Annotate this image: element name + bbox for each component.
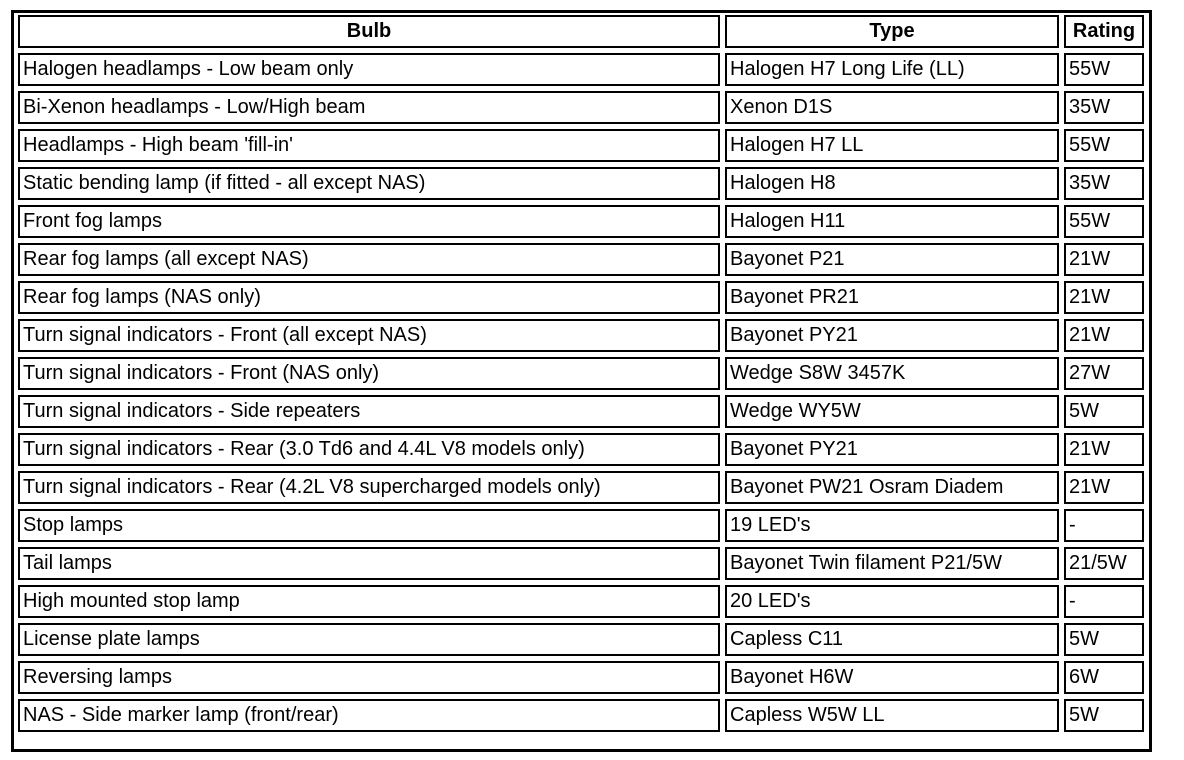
type-cell: Wedge WY5W	[725, 395, 1059, 428]
table-row	[18, 547, 1144, 580]
bulb-cell: Front fog lamps	[18, 205, 720, 238]
rating-cell: 55W	[1064, 129, 1144, 162]
rating-cell: 21W	[1064, 471, 1144, 504]
table-row	[18, 585, 1144, 618]
rating-cell: 5W	[1064, 395, 1144, 428]
bulb-cell: Turn signal indicators - Front (all except NAS)	[18, 319, 720, 352]
bulb-cell: Static bending lamp (if fitted - all except NAS)	[18, 167, 720, 200]
bulb-cell: Tail lamps	[18, 547, 720, 580]
type-cell: Halogen H11	[725, 205, 1059, 238]
bulb-cell: Turn signal indicators - Front (NAS only)	[18, 357, 720, 390]
type-cell: Bayonet H6W	[725, 661, 1059, 694]
rating-cell: -	[1064, 509, 1144, 542]
rating-cell: -	[1064, 585, 1144, 618]
table-row	[18, 167, 1144, 200]
bulb-cell: Rear fog lamps (NAS only)	[18, 281, 720, 314]
table-body	[18, 53, 1144, 732]
rating-cell: 5W	[1064, 623, 1144, 656]
bulb-cell: Bi-Xenon headlamps - Low/High beam	[18, 91, 720, 124]
bulb-cell: Headlamps - High beam 'fill-in'	[18, 129, 720, 162]
table-row	[18, 281, 1144, 314]
table-row	[18, 319, 1144, 352]
rating-cell: 5W	[1064, 699, 1144, 732]
table-row	[18, 357, 1144, 390]
bulb-cell: License plate lamps	[18, 623, 720, 656]
rating-cell: 6W	[1064, 661, 1144, 694]
rating-cell: 21W	[1064, 433, 1144, 466]
table-row	[18, 205, 1144, 238]
type-cell: 20 LED's	[725, 585, 1059, 618]
type-cell: Bayonet PW21 Osram Diadem	[725, 471, 1059, 504]
rating-cell: 21W	[1064, 243, 1144, 276]
table-row	[18, 433, 1144, 466]
rating-cell: 55W	[1064, 53, 1144, 86]
rating-cell: 27W	[1064, 357, 1144, 390]
rating-cell: 21W	[1064, 281, 1144, 314]
header-bulb: Bulb	[18, 15, 720, 48]
type-cell: Bayonet PY21	[725, 433, 1059, 466]
bulb-specification-table	[13, 10, 1149, 737]
table-row	[18, 53, 1144, 86]
bulb-cell: NAS - Side marker lamp (front/rear)	[18, 699, 720, 732]
rating-cell: 35W	[1064, 167, 1144, 200]
bulb-cell: Rear fog lamps (all except NAS)	[18, 243, 720, 276]
rating-cell: 21W	[1064, 319, 1144, 352]
rating-cell: 35W	[1064, 91, 1144, 124]
bulb-cell: Turn signal indicators - Rear (3.0 Td6 and 4.4L V8 models only)	[18, 433, 720, 466]
bulb-cell: High mounted stop lamp	[18, 585, 720, 618]
rating-cell: 21/5W	[1064, 547, 1144, 580]
table-row	[18, 129, 1144, 162]
type-cell: 19 LED's	[725, 509, 1059, 542]
table-row	[18, 395, 1144, 428]
bulb-cell: Reversing lamps	[18, 661, 720, 694]
header-rating: Rating	[1064, 15, 1144, 48]
table-row	[18, 623, 1144, 656]
table-row	[18, 243, 1144, 276]
rating-cell: 55W	[1064, 205, 1144, 238]
type-cell: Halogen H7 LL	[725, 129, 1059, 162]
type-cell: Halogen H7 Long Life (LL)	[725, 53, 1059, 86]
table-header-row	[18, 15, 1144, 48]
table-row	[18, 91, 1144, 124]
table-row	[18, 699, 1144, 732]
bulb-cell: Halogen headlamps - Low beam only	[18, 53, 720, 86]
bulb-cell: Turn signal indicators - Rear (4.2L V8 supercharged models only)	[18, 471, 720, 504]
type-cell: Bayonet P21	[725, 243, 1059, 276]
type-cell: Xenon D1S	[725, 91, 1059, 124]
table-row	[18, 471, 1144, 504]
type-cell: Capless C11	[725, 623, 1059, 656]
bulb-cell: Stop lamps	[18, 509, 720, 542]
type-cell: Bayonet PR21	[725, 281, 1059, 314]
type-cell: Halogen H8	[725, 167, 1059, 200]
type-cell: Bayonet Twin filament P21/5W	[725, 547, 1059, 580]
bulb-cell: Turn signal indicators - Side repeaters	[18, 395, 720, 428]
table-row	[18, 661, 1144, 694]
header-type: Type	[725, 15, 1059, 48]
table-row	[18, 509, 1144, 542]
type-cell: Wedge S8W 3457K	[725, 357, 1059, 390]
type-cell: Capless W5W LL	[725, 699, 1059, 732]
type-cell: Bayonet PY21	[725, 319, 1059, 352]
